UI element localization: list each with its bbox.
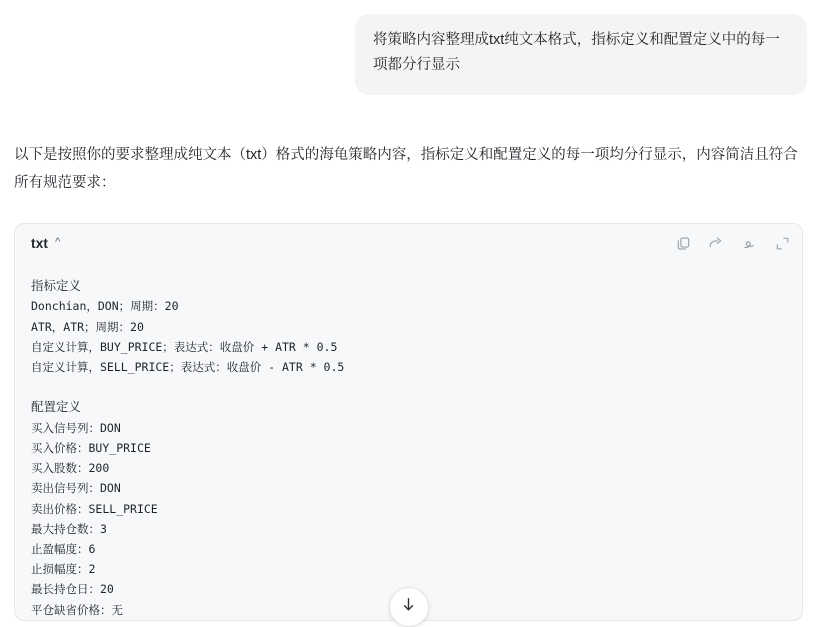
code-block-card xyxy=(14,223,803,620)
code-line: 卖出信号列：DON xyxy=(31,481,121,496)
code-line: 买入股数：200 xyxy=(31,461,110,476)
expand-icon[interactable] xyxy=(774,235,790,251)
code-action-group xyxy=(675,235,790,251)
scroll-to-bottom-button[interactable] xyxy=(389,587,429,627)
code-line: 平仓缺省价格：无 xyxy=(31,602,123,617)
code-line: 买入信号列：DON xyxy=(31,420,121,435)
chevron-up-icon[interactable]: ^ xyxy=(55,235,61,248)
code-line: Donchian，DON；周期：20 xyxy=(31,299,179,314)
code-line: 止盈幅度：6 xyxy=(31,541,96,556)
code-line: 止损幅度：2 xyxy=(31,562,96,577)
assistant-intro-paragraph: 以下是按照你的要求整理成纯文本（txt）格式的海龟策略内容，指标定义和配置定义的每一项均分行显示，内容简洁且符合所有规范要求： xyxy=(14,146,798,192)
code-line: 配置定义 xyxy=(31,400,82,415)
code-line: 自定义计算，BUY_PRICE；表达式：收盘价 + ATR * 0.5 xyxy=(31,339,338,354)
code-line: 指标定义 xyxy=(31,279,82,294)
code-line: 最长持仓日：20 xyxy=(31,582,114,597)
code-line: 卖出价格：SELL_PRICE xyxy=(31,501,158,516)
code-language-label: txt xyxy=(31,235,49,251)
edit-icon[interactable] xyxy=(741,235,757,251)
copy-icon[interactable] xyxy=(675,235,691,251)
user-message-row xyxy=(0,0,817,95)
arrow-down-icon xyxy=(400,596,417,618)
share-icon[interactable] xyxy=(708,235,724,251)
code-block-body xyxy=(15,262,802,619)
user-message-bubble: 将策略内容整理成txt纯文本格式，指标定义和配置定义中的每一项都分行显示 xyxy=(355,14,807,95)
code-line: 买入价格：BUY_PRICE xyxy=(31,440,151,455)
code-line: ATR，ATR；周期：20 xyxy=(31,319,144,334)
code-block-header xyxy=(15,224,802,262)
code-line: 最大持仓数：3 xyxy=(31,521,107,536)
code-line: 自定义计算，SELL_PRICE；表达式：收盘价 - ATR * 0.5 xyxy=(31,360,345,375)
code-line-blank xyxy=(31,377,786,397)
